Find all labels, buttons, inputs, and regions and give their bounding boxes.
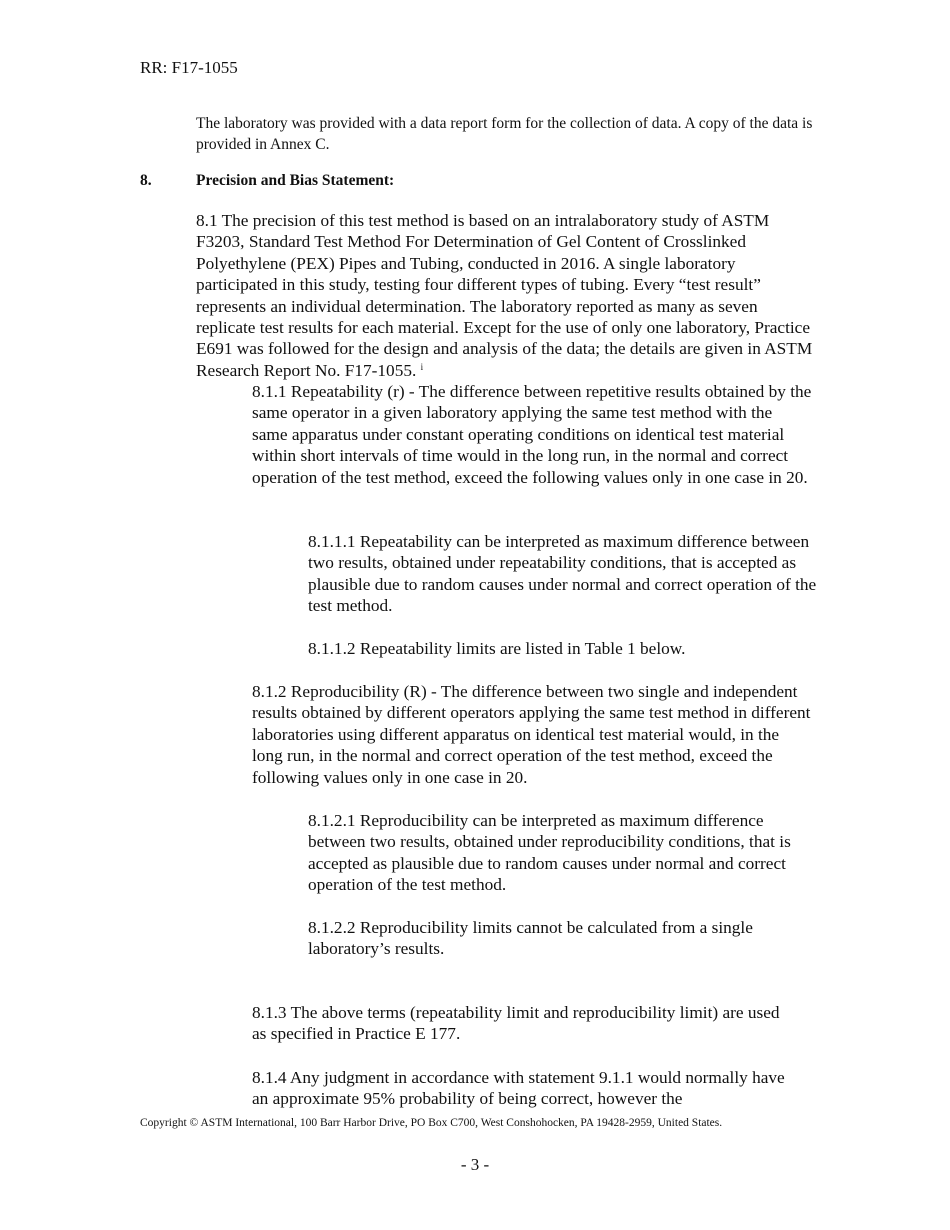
- copyright-footer: Copyright © ASTM International, 100 Barr Harbor Drive, PO Box C700, West Conshohocken, PA 19428-2959, United States.: [140, 1117, 723, 1129]
- paragraph-8-1-2-1: 8.1.2.1 Reproducibility can be interpreted as maximum difference between two results, obtained under reproducibility conditions, that is accepted as plausible due to random causes under normal and correct operation of the test method.: [308, 811, 791, 895]
- page-number: - 3 -: [460, 1155, 490, 1174]
- intro-paragraph: The laboratory was provided with a data report form for the collection of data. A copy of the data is provided in Annex C.: [196, 115, 813, 153]
- paragraph-8-1-4: 8.1.4 Any judgment in accordance with statement 9.1.1 would normally have an approximate 95% probability of being correct, however the: [252, 1068, 785, 1109]
- paragraph-8-1: [196, 210, 816, 381]
- section-title: Precision and Bias Statement:: [196, 172, 395, 189]
- paragraph-8-1-1-1: 8.1.1.1 Repeatability can be interpreted as maximum difference between two results, obtained under repeatability conditions, that is accepted as plausible due to random causes under normal and correct operation of the test method.: [308, 532, 817, 616]
- paragraph-8-1-text: 8.1 The precision of this test method is based on an intralaboratory study of ASTM F3203, Standard Test Method For Determination of Gel Content of Crosslinked Polyethylene (PEX) Pipes and Tubing, conducted in 2016. A single laboratory participated in this study, testing four different types of tubing. Every “test result” represents an individual determination. The laboratory reported as many as seven replicate test results for each material. Except for the use of only one laboratory, Practice E691 was followed for the design and analysis of the data; the details are given in ASTM Research Report No. F17-1055.: [196, 211, 813, 380]
- paragraph-8-1-2: 8.1.2 Reproducibility (R) - The difference between two single and independent results obtained by different operators applying the same test method in different laboratories using different apparatus on identical test material would, in the long run, in the normal and correct operation of the test method, exceed the following values only in one case in 20.: [252, 682, 811, 787]
- paragraph-8-1-1-2: 8.1.1.2 Repeatability limits are listed in Table 1 below.: [308, 639, 686, 658]
- paragraph-8-1-3: 8.1.3 The above terms (repeatability limit and reproducibility limit) are used as specified in Practice E 177.: [252, 1003, 780, 1044]
- paragraph-8-1-1: 8.1.1 Repeatability (r) - The difference between repetitive results obtained by the same operator in a given laboratory applying the same test method with the same apparatus under constant operating conditions on identical test material within short intervals of time would in the long run, in the normal and correct operation of the test method, exceed the following values only in one case in 20.: [252, 382, 812, 487]
- endnote-marker: i: [420, 361, 424, 372]
- paragraph-8-1-2-2: 8.1.2.2 Reproducibility limits cannot be calculated from a single laboratory’s results.: [308, 918, 753, 959]
- report-id-header: RR: F17-1055: [140, 58, 238, 77]
- section-number: 8.: [140, 172, 152, 189]
